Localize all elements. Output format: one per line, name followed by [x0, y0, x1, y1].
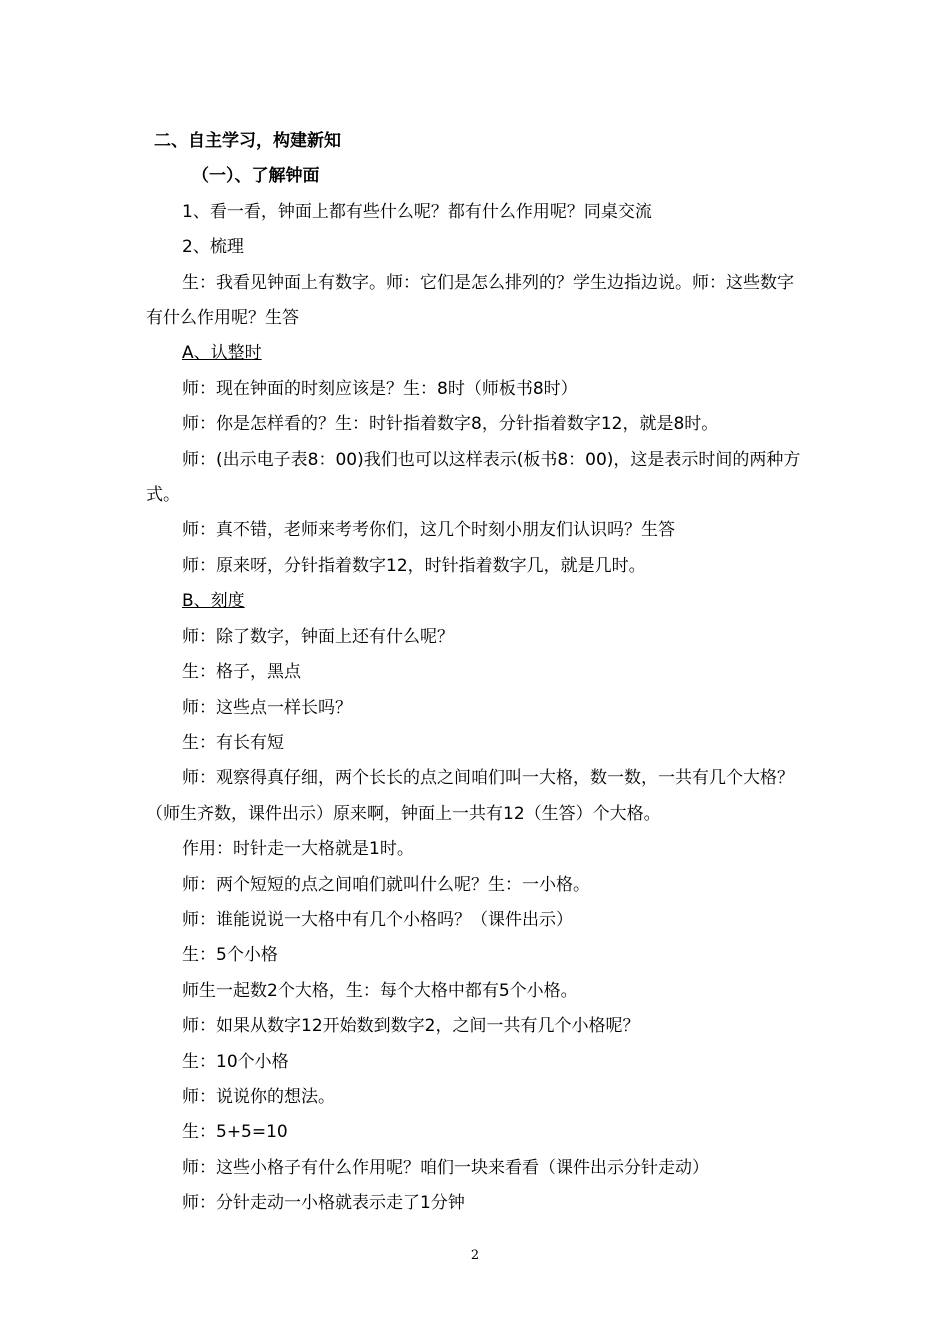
paragraph: 2、梳理: [182, 237, 244, 258]
paragraph: 生：5个小格: [182, 945, 278, 966]
paragraph: 师：观察得真仔细，两个长长的点之间咱们叫一大格，数一数，一共有几个大格？（师生齐数，课件出示）原来啊，钟面上一共有12（生答）个大格。: [146, 768, 794, 824]
paragraph: 师：如果从数字12开始数到数字2，之间一共有几个小格呢？: [182, 1016, 640, 1037]
paragraph: 生：5+5=10: [182, 1122, 288, 1143]
paragraph: 生：我看见钟面上有数字。师：它们是怎么排列的？学生边指边说。师：这些数字有什么作用呢？生答: [146, 272, 794, 329]
document-body: [146, 124, 810, 1222]
paragraph: 师：真不错，老师来考考你们，这几个时刻小朋友们认识吗？生答: [182, 520, 675, 541]
paragraph: 师：分针走动一小格就表示走了1分钟: [182, 1193, 465, 1214]
paragraph: 生：有长有短: [182, 732, 284, 753]
topic-heading-a-text: A、认整时: [182, 343, 262, 364]
paragraph: 1、看一看，钟面上都有些什么呢？都有什么作用呢？同桌交流: [182, 201, 652, 222]
page-number: 2: [470, 1248, 480, 1263]
topic-heading-a: [146, 336, 810, 371]
paragraph: 师：你是怎样看的？生：时针指着数字8，分针指着数字12，就是8时。: [182, 414, 719, 435]
paragraph: 师：现在钟面的时刻应该是？生：8时（师板书8时）: [182, 378, 578, 399]
paragraph: 师：原来呀，分针指着数字12，时针指着数字几，就是几时。: [182, 555, 646, 576]
topic-heading-b-text: B、刻度: [182, 591, 245, 612]
paragraph: 师：除了数字，钟面上还有什么呢？: [182, 626, 454, 647]
paragraph: 师生一起数2个大格，生：每个大格中都有5个小格。: [182, 980, 578, 1001]
paragraph: 师：谁能说说一大格中有几个小格吗？（课件出示）: [182, 909, 573, 930]
paragraph: 师：这些点一样长吗？: [182, 697, 352, 718]
topic-heading-b: [146, 584, 810, 619]
paragraph: 作用：时针走一大格就是1时。: [182, 839, 414, 860]
paragraph: 师：两个短短的点之间咱们就叫什么呢？生：一小格。: [182, 874, 590, 895]
paragraph: 生：10个小格: [182, 1051, 289, 1072]
paragraph: 师：说说你的想法。: [182, 1086, 335, 1107]
section-heading: 二、自主学习，构建新知: [154, 131, 341, 151]
paragraph: 师：(出示电子表8：00)我们也可以这样表示(板书8：00)，这是表示时间的两种方式。: [146, 449, 801, 506]
paragraph: 生：格子，黑点: [182, 662, 301, 683]
paragraph: 师：这些小格子有什么作用呢？咱们一块来看看（课件出示分针走动）: [182, 1157, 709, 1178]
subsection-heading: （一）、了解钟面: [192, 166, 320, 187]
